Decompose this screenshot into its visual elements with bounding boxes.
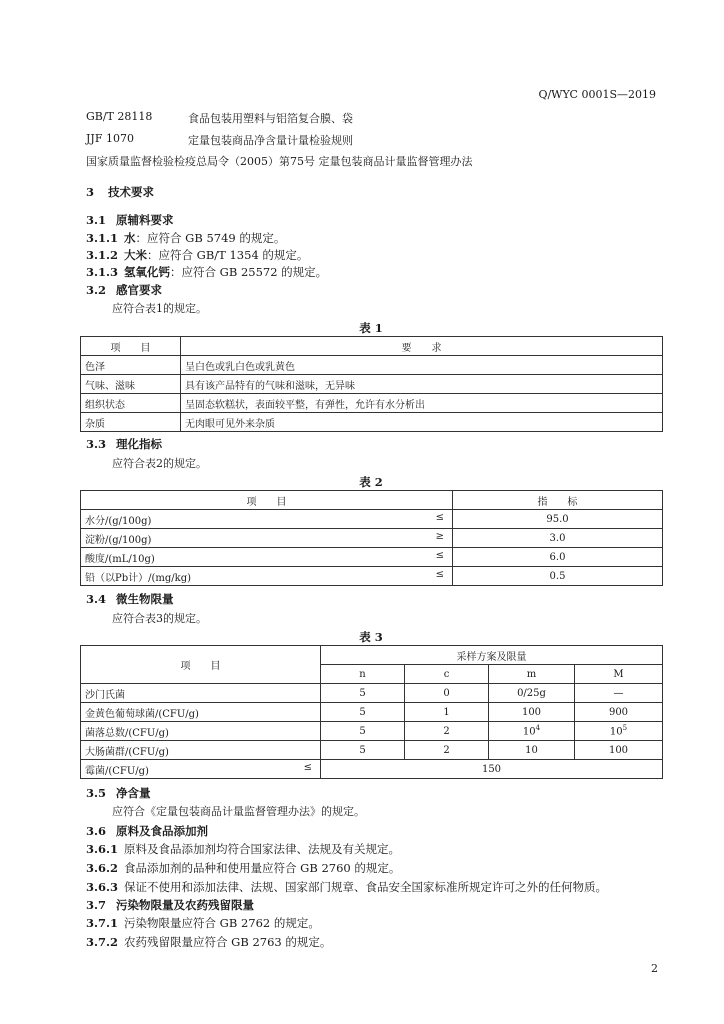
section-number: 3.2: [86, 283, 107, 297]
table-header: c: [405, 665, 489, 684]
section-heading: [86, 436, 162, 452]
section-heading: [86, 212, 174, 228]
ref-code: GB/T 28118: [86, 110, 153, 123]
table-cell: [81, 510, 453, 529]
section-title: 污染物限量及农药残留限量: [116, 898, 254, 912]
clause: [86, 860, 400, 876]
table-row: [81, 760, 663, 779]
section-title: 原辅料要求: [116, 213, 174, 227]
section-number: 3: [86, 185, 95, 199]
table-header: n: [321, 665, 405, 684]
clause: [86, 264, 327, 280]
clause-text: 污染物限量应符合 GB 2762 的规定。: [124, 916, 320, 930]
table-header: M: [575, 665, 663, 684]
table-header: 项 目: [81, 491, 453, 510]
table-cell: 0: [405, 684, 489, 703]
table-row: [81, 567, 663, 586]
item-name: 淀粉/(g/100g): [85, 534, 152, 546]
clause-text: 原料及食品添加剂均符合国家法律、法规及有关规定。: [124, 842, 400, 856]
table-row: [81, 394, 663, 413]
item-name: 酸度/(mL/10g): [85, 553, 155, 565]
operator: ≥: [435, 530, 444, 542]
clause-title: 大米: [124, 248, 147, 262]
table-header: m: [489, 665, 575, 684]
table-cell: 呈白色或乳白色或乳黄色: [181, 356, 663, 375]
table-cell: 2: [405, 722, 489, 741]
table-cell: 1: [405, 703, 489, 722]
clause-number: 3.7.1: [86, 916, 119, 930]
microbiology-table: [80, 645, 663, 779]
table-cell: 5: [321, 703, 405, 722]
item-name: 铅（以Pb计）/(mg/kg): [85, 572, 192, 584]
clause-number: 3.7.2: [86, 935, 119, 949]
clause-number: 3.6.1: [86, 842, 119, 856]
table-cell: 2: [405, 741, 489, 760]
table-cell: 杂质: [81, 413, 181, 432]
operator: ≤: [435, 511, 444, 523]
table-cell: 95.0: [453, 510, 663, 529]
table-header-row: [81, 337, 663, 356]
table-cell: 0.5: [453, 567, 663, 586]
table-cell: 100: [575, 741, 663, 760]
table-cell: 100: [489, 703, 575, 722]
paragraph: 应符合表2的规定。: [112, 457, 207, 470]
section-number: 3.7: [86, 898, 107, 912]
ref-code: JJF 1070: [86, 132, 134, 145]
table-row: [81, 741, 663, 760]
table-cell: 呈固态软糕状，表面较平整，有弹性，允许有水分析出: [181, 394, 663, 413]
clause-text: 农药残留限量应符合 GB 2763 的规定。: [124, 935, 332, 949]
table-row: [81, 684, 663, 703]
table-cell: 10: [489, 741, 575, 760]
clause: [86, 841, 400, 857]
clause-number: 3.1.1: [86, 231, 119, 245]
table-cell: —: [575, 684, 663, 703]
table-cell: [81, 567, 453, 586]
clause: [86, 879, 607, 895]
table-caption: 表 2: [359, 475, 383, 489]
table-cell: 5: [321, 684, 405, 703]
section-title: 净含量: [116, 786, 151, 800]
section-heading: [86, 184, 154, 200]
physicochemical-table: [80, 490, 663, 586]
section-heading: [86, 785, 151, 801]
value-base: 10: [522, 726, 536, 738]
table-cell: 具有该产品特有的气味和滋味，无异味: [181, 375, 663, 394]
table-cell: [81, 529, 453, 548]
value-base: 10: [609, 726, 623, 738]
document-code: Q/WYC 0001S—2019: [538, 88, 656, 101]
table-header: 项 目: [81, 337, 181, 356]
table-header: 要 求: [181, 337, 663, 356]
section-number: 3.4: [86, 592, 107, 606]
section-number: 3.3: [86, 437, 107, 451]
table-cell: 6.0: [453, 548, 663, 567]
section-title: 原料及食品添加剂: [116, 824, 208, 838]
clause: [86, 934, 331, 950]
section-title: 微生物限量: [116, 592, 174, 606]
table-header: 采样方案及限量: [321, 646, 663, 665]
paragraph: 应符合《定量包装商品计量监督管理办法》的规定。: [112, 805, 365, 818]
table-cell: [575, 722, 663, 741]
table-cell: [81, 760, 321, 779]
clause: [86, 230, 285, 246]
table-cell: 3.0: [453, 529, 663, 548]
ref-title: 食品包装用塑料与铝箔复合膜、袋: [188, 112, 353, 125]
table-cell: 150: [321, 760, 663, 779]
table-row: [81, 413, 663, 432]
section-heading: [86, 897, 254, 913]
ref-line: 国家质量监督检验检疫总局令（2005）第75号 定量包装商品计量监督管理办法: [86, 155, 473, 168]
clause-number: 3.1.3: [86, 265, 119, 279]
table-cell: 组织状态: [81, 394, 181, 413]
section-heading: [86, 823, 208, 839]
table-cell: 沙门氏菌: [81, 684, 321, 703]
table-row: [81, 510, 663, 529]
table-row: [81, 375, 663, 394]
table-row: [81, 356, 663, 375]
operator: ≤: [435, 568, 444, 580]
clause-number: 3.6.3: [86, 880, 119, 894]
table-row: [81, 722, 663, 741]
table-row: [81, 703, 663, 722]
section-number: 3.5: [86, 786, 107, 800]
table-cell: 色泽: [81, 356, 181, 375]
section-title: 感官要求: [116, 283, 162, 297]
table-cell: 900: [575, 703, 663, 722]
clause-text: ：应符合 GB/T 1354 的规定。: [147, 248, 309, 262]
table-header-row: [81, 646, 663, 665]
item-name: 水分/(g/100g): [85, 515, 152, 527]
clause: [86, 247, 308, 263]
table-cell: 无肉眼可见外来杂质: [181, 413, 663, 432]
table-cell: 金黄色葡萄球菌/(CFU/g): [81, 703, 321, 722]
table-caption: 表 1: [359, 321, 383, 335]
sensory-table: [80, 336, 663, 432]
table-row: [81, 548, 663, 567]
clause-text: 保证不使用和添加法律、法规、国家部门规章、食品安全国家标准所规定许可之外的任何物质。: [124, 880, 607, 894]
ref-title: 定量包装商品净含量计量检验规则: [188, 134, 353, 147]
section-heading: [86, 591, 174, 607]
table-cell: 气味、滋味: [81, 375, 181, 394]
section-title: 理化指标: [116, 437, 162, 451]
paragraph: 应符合表1的规定。: [112, 302, 207, 315]
clause: [86, 915, 320, 931]
table-header-row: [81, 491, 663, 510]
clause-text: ：应符合 GB 5749 的规定。: [135, 231, 286, 245]
table-cell: 0/25g: [489, 684, 575, 703]
section-heading: [86, 282, 162, 298]
value-exponent: 5: [622, 724, 628, 733]
table-cell: [489, 722, 575, 741]
table-cell: 大肠菌群/(CFU/g): [81, 741, 321, 760]
section-title: 技术要求: [108, 185, 154, 199]
operator: ≤: [435, 549, 444, 561]
table-header: 项 目: [81, 646, 321, 684]
clause-title: 氢氧化钙: [124, 265, 170, 279]
section-number: 3.6: [86, 824, 107, 838]
clause-number: 3.1.2: [86, 248, 119, 262]
paragraph: 应符合表3的规定。: [112, 612, 207, 625]
value-exponent: 4: [535, 724, 541, 733]
section-number: 3.1: [86, 213, 107, 227]
table-cell: 5: [321, 741, 405, 760]
table-cell: 5: [321, 722, 405, 741]
clause-number: 3.6.2: [86, 861, 119, 875]
table-caption: 表 3: [359, 630, 383, 644]
clause-text: ：应符合 GB 25572 的规定。: [170, 265, 328, 279]
table-cell: 菌落总数/(CFU/g): [81, 722, 321, 741]
table-cell: [81, 548, 453, 567]
table-header: 指 标: [453, 491, 663, 510]
clause-text: 食品添加剂的品种和使用量应符合 GB 2760 的规定。: [124, 861, 401, 875]
clause-title: 水: [124, 231, 136, 245]
item-name: 霉菌/(CFU/g): [85, 765, 149, 777]
table-row: [81, 529, 663, 548]
page-number: 2: [651, 962, 658, 975]
operator: ≤: [303, 761, 312, 773]
